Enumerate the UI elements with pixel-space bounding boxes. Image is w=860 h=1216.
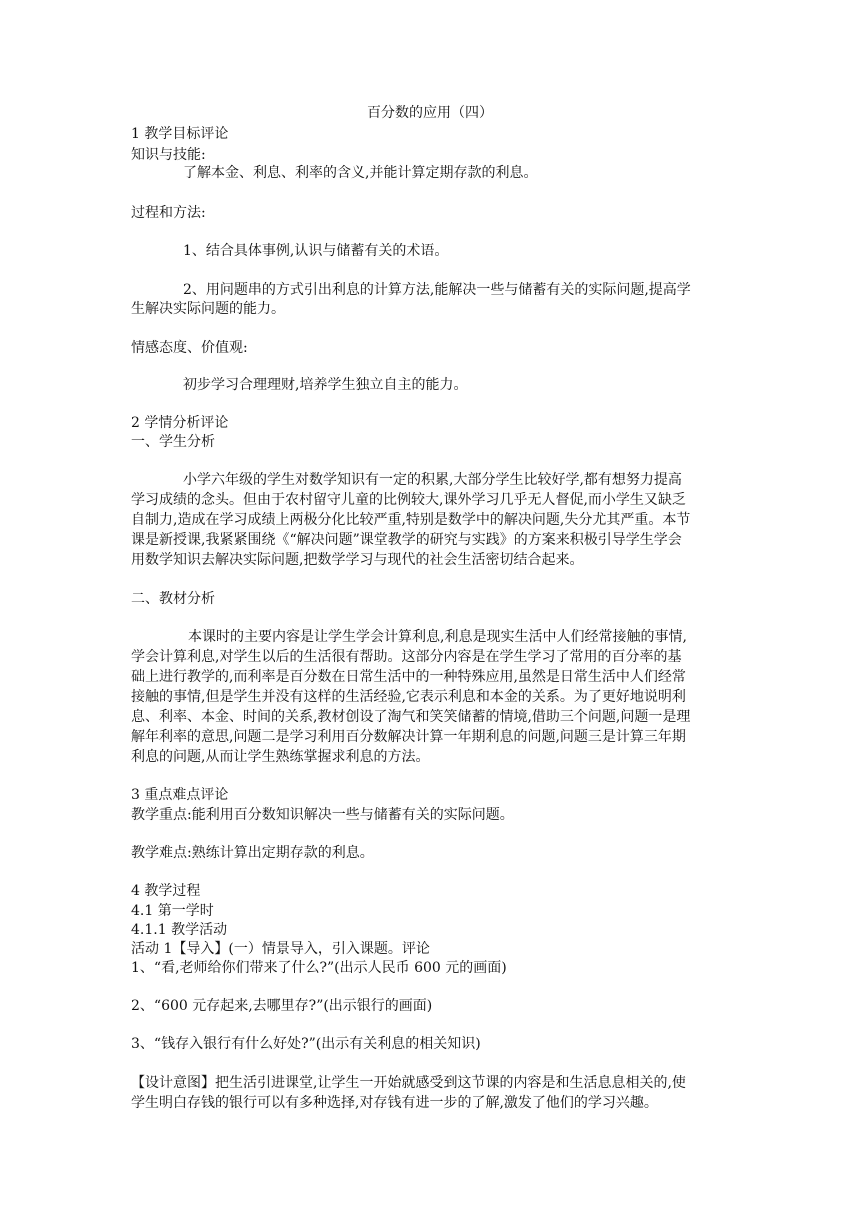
knowledge-label: 知识与技能: (131, 147, 206, 163)
material-analysis-line-4: 接触的事情,但是学生并没有这样的生活经验,它表示利息和本金的关系。为了更好地说明利 (131, 689, 686, 705)
question-3: 3、“钱存入银行有什么好处?”(出示有关利息的相关知识) (131, 1036, 481, 1052)
student-analysis-line-5: 用数学知识去解决实际问题,把数学学习与现代的社会生活密切结合起来。 (131, 552, 584, 568)
section-4-1: 4.1 第一学时 (131, 903, 214, 919)
material-analysis-line-6: 解年利率的意思,问题二是学习利用百分数解决计算一年期利息的问题,问题三是计算三年期 (131, 729, 686, 745)
material-analysis-line-1: 本课时的主要内容是让学生学会计算利息,利息是现实生活中人们经常接触的事情, (188, 629, 687, 645)
emotion-label: 情感态度、价值观: (131, 340, 248, 356)
emotion-text: 初步学习合理理财,培养学生独立自主的能力。 (183, 377, 468, 393)
section-3-heading: 3 重点难点评论 (131, 787, 229, 803)
design-intent-line-2: 学生明白存钱的银行可以有多种选择,对存钱有进一步的了解,激发了他们的学习兴趣。 (131, 1095, 658, 1111)
student-analysis-label: 一、学生分析 (131, 434, 215, 450)
section-2-heading: 2 学情分析评论 (131, 415, 229, 431)
student-analysis-line-3: 自制力,造成在学习成绩上两极分化比较严重,特别是数学中的解决问题,失分尤其严重。本节 (131, 512, 691, 528)
process-label: 过程和方法: (131, 205, 206, 221)
process-item-1: 1、结合具体事例,认识与储蓄有关的术语。 (183, 243, 449, 259)
section-4-heading: 4 教学过程 (131, 883, 201, 899)
material-analysis-line-2: 学会计算利息,对学生以后的生活很有帮助。这部分内容是在学生学习了常用的百分率的基 (131, 649, 682, 665)
material-analysis-line-5: 息、利率、本金、时间的关系,教材创设了淘气和笑笑储蓄的情境,借助三个问题,问题一是理 (131, 709, 691, 725)
section-1-heading: 1 教学目标评论 (131, 126, 229, 142)
process-item-2-line-2: 生解决实际问题的能力。 (131, 301, 285, 317)
section-4-1-1: 4.1.1 教学活动 (131, 922, 228, 938)
design-intent-line-1: 【设计意图】把生活引进课堂,让学生一开始就感受到这节课的内容是和生活息息相关的,使 (131, 1075, 686, 1091)
material-analysis-line-7: 利息的问题,从而让学生熟练掌握求利息的方法。 (131, 749, 430, 765)
knowledge-text: 了解本金、利息、利率的含义,并能计算定期存款的利息。 (183, 165, 538, 181)
material-analysis-label: 二、教材分析 (131, 591, 215, 607)
key-point: 教学重点:能利用百分数知识解决一些与储蓄有关的实际问题。 (131, 807, 514, 823)
material-analysis-line-3: 础上进行教学的,而利率是百分数在日常生活中的一种特殊应用,虽然是日常生活中人们经常 (131, 669, 686, 685)
student-analysis-line-1: 小学六年级的学生对数学知识有一定的积累,大部分学生比较好学,都有想努力提高 (183, 472, 682, 488)
student-analysis-line-4: 课是新授课,我紧紧围绕《“解决问题”课堂教学的研究与实践》的方案来积极引导学生学会 (131, 532, 682, 548)
question-2: 2、“600 元存起来,去哪里存?”(出示银行的画面) (131, 998, 433, 1014)
process-item-2-line-1: 2、用问题串的方式引出利息的计算方法,能解决一些与储蓄有关的实际问题,提高学 (183, 282, 691, 298)
document-title: 百分数的应用（四） (367, 105, 493, 121)
activity-1-heading: 活动 1【导入】(一）情景导入，引入课题。评论 (131, 941, 430, 957)
difficult-point: 教学难点:熟练计算出定期存款的利息。 (131, 845, 374, 861)
student-analysis-line-2: 学习成绩的念头。但由于农村留守儿童的比例较大,课外学习几乎无人督促,而小学生又缺乏 (131, 492, 686, 508)
question-1: 1、“看,老师给你们带来了什么?”(出示人民币 600 元的画面) (131, 960, 507, 976)
